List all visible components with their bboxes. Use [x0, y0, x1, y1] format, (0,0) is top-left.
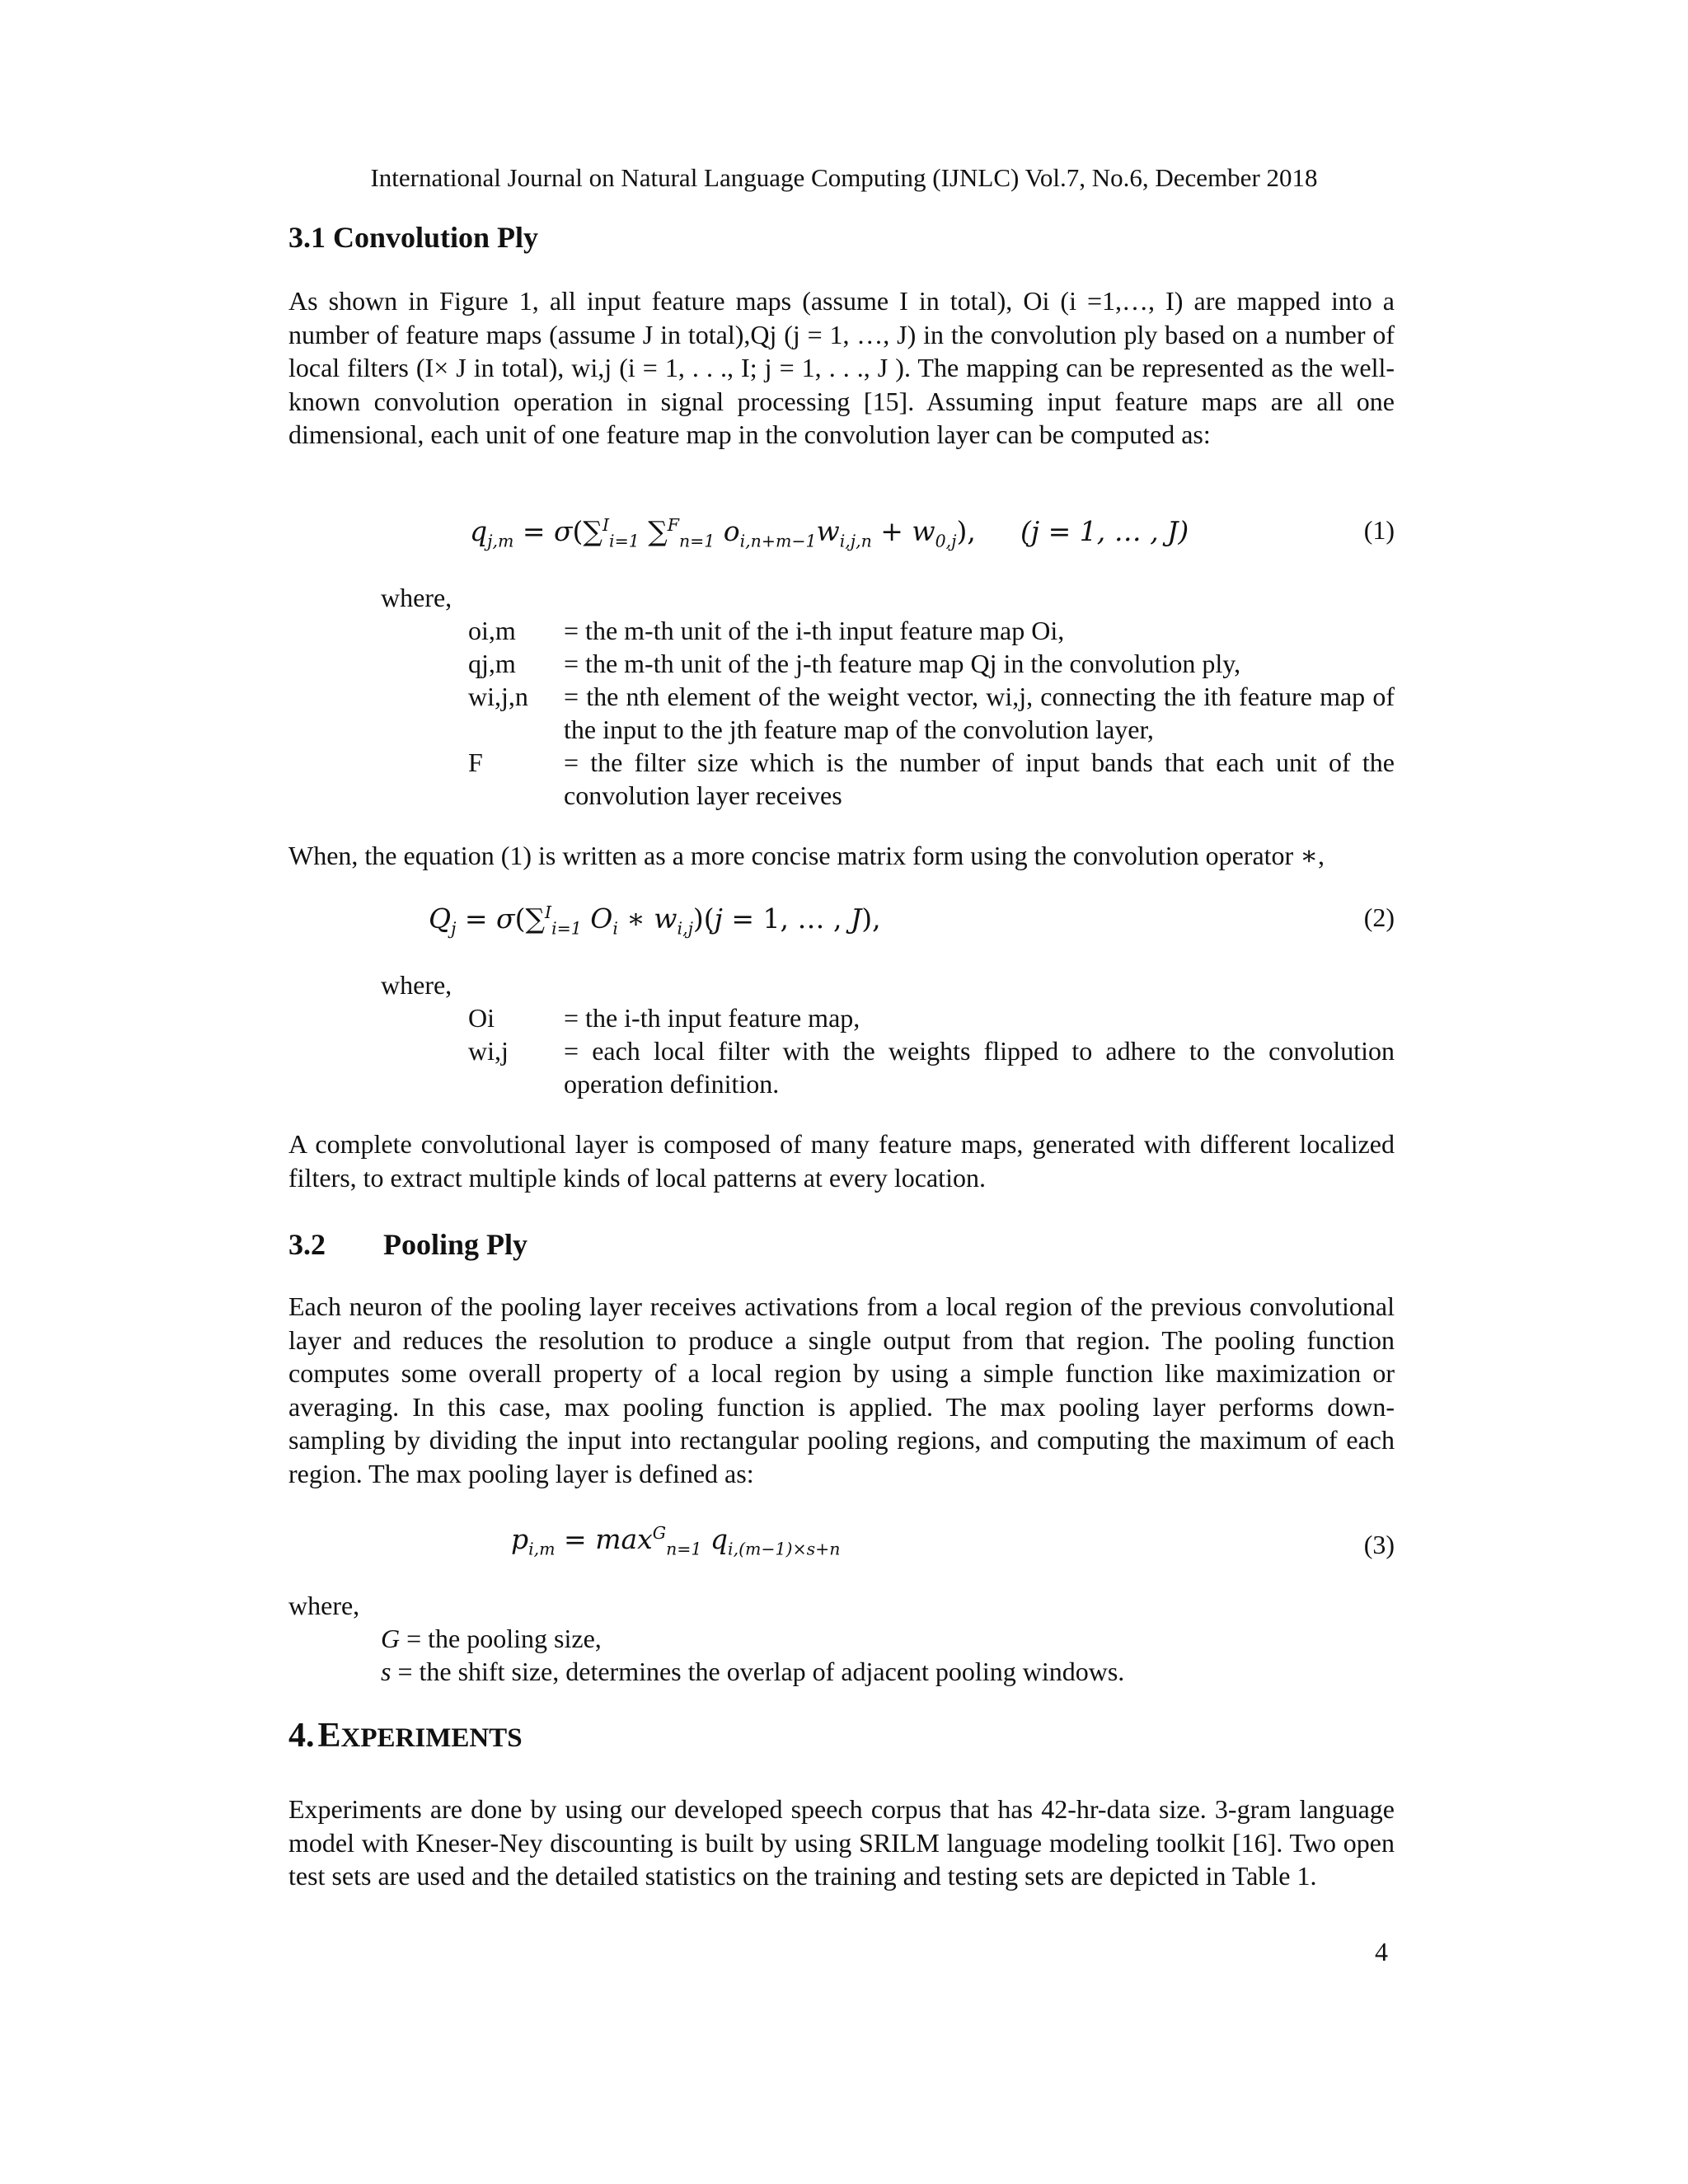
equation-3-formula: $p_{i,m} = \max^G_{n=1} q_{i,(m-1)\times s+n}$: [511, 1523, 841, 1559]
definition-symbol: oi,m: [468, 616, 516, 645]
definition-row: [381, 1622, 1124, 1655]
equation-1-condition: (j = 1, … , J): [1020, 515, 1189, 547]
definitions-3: [381, 1622, 1124, 1688]
section-3-2-title: Pooling Ply: [383, 1228, 528, 1261]
definitions-1: [468, 614, 1395, 812]
definition-symbol: wi,j,n: [468, 682, 528, 711]
section-3-1-heading: 3.1 Convolution Ply: [288, 221, 539, 254]
definition-text: = the m-th unit of the i-th input feature map Oi,: [564, 616, 1065, 645]
definition-text: = the m-th unit of the j-th feature map Qj in the convolution ply,: [564, 649, 1241, 678]
where-label-3: where,: [288, 1591, 360, 1620]
section-4-title-rest: XPERIMENTS: [340, 1723, 523, 1753]
definition-row: [468, 1034, 1395, 1100]
where-label-2: where,: [381, 970, 452, 1000]
definition-text: = the i-th input feature map,: [564, 1003, 860, 1033]
equation-3-number: (3): [1363, 1530, 1395, 1559]
definition-row: [468, 614, 1395, 647]
definition-text: = the pooling size,: [406, 1624, 602, 1653]
section-3-2-paragraph: Each neuron of the pooling layer receives activations from a local region of the previous convolutional layer and reduces the resolution to produce a single output from that region. The pooling function computes some overall property of a local region by using a simple function like maximization or averaging. In this case, max pooling function is applied. The max pooling layer performs down-sampling by dividing the input into rectangular pooling regions, and computing the maximum of each region. The max pooling layer is defined as:: [288, 1291, 1395, 1488]
section-4-heading: [288, 1716, 523, 1763]
section-3-2-heading: [288, 1226, 528, 1263]
section-4-title-initial: E: [317, 1717, 341, 1755]
definition-symbol: F: [468, 748, 483, 777]
definition-symbol: wi,j: [468, 1036, 509, 1066]
equation-2: [288, 902, 1395, 940]
section-4-paragraph: Experiments are done by using our developed speech corpus that has 42-hr-data size. 3-gram language model with Kneser-Ney discounting is built by using SRILM language modeling toolkit [16]. Two open test sets are used and the detailed statistics on the training and testing sets are depicted in Table 1.: [288, 1794, 1395, 1891]
equation-2-formula: $Q_j = \sigma(\sum^I_{i=1}$ $O_i$ ∗ $w_{i,j})(j = 1$, … , J),: [429, 902, 881, 939]
definition-row: [468, 647, 1395, 680]
paragraph-matrix-form: When, the equation (1) is written as a more concise matrix form using the convolution operator ∗,: [288, 841, 1325, 870]
definition-symbol: Oi: [468, 1003, 495, 1033]
definitions-2: [468, 1001, 1395, 1100]
running-header: International Journal on Natural Language Computing (IJNLC) Vol.7, No.6, December 2018: [370, 163, 1318, 192]
definition-symbol: qj,m: [468, 649, 516, 678]
equation-3: [288, 1523, 1395, 1561]
definition-row: [468, 1001, 1395, 1034]
definition-text: = the filter size which is the number of input bands that each unit of the convolution layer receives: [564, 748, 1395, 810]
definition-symbol: s: [381, 1657, 392, 1686]
definition-row: [468, 680, 1395, 746]
equation-1: [288, 515, 1395, 553]
equation-1-number: (1): [1363, 515, 1395, 545]
section-4-number: 4.: [288, 1717, 315, 1755]
equation-1-formula: $q_{j,m} = \sigma(\sum^I_{i=1}$ ∑$^F_{n=1}$ $o_{i,n+m-1}w_{i,j,n} + w_{0,j}$),: [470, 515, 976, 551]
paragraph-complete-layer: A complete convolutional layer is composed of many feature maps, generated with different localized filters, to extract multiple kinds of local patterns at every location.: [288, 1129, 1395, 1193]
section-3-1-paragraph: As shown in Figure 1, all input feature maps (assume I in total), Oi (i =1,…, I) are mapped into a number of feature maps (assume J in total),Qj (j = 1, …, J) in the convolution ply based on a number of local filters (I× J in total), wi,j (i = 1, . . ., I; j = 1, . . ., J ). The mapping can be represented as the well-known convolution operation in signal processing [15]. Assuming input feature maps are all one dimensional, each unit of one feature map in the convolution layer can be computed as:: [288, 286, 1395, 449]
definition-text: = the nth element of the weight vector, wi,j, connecting the ith feature map of the input to the jth feature map of the convolution layer,: [564, 682, 1395, 744]
definition-row: [381, 1655, 1124, 1688]
page-number: 4: [1375, 1937, 1388, 1966]
equation-2-number: (2): [1363, 902, 1395, 932]
definition-row: [468, 746, 1395, 812]
definition-text: = the shift size, determines the overlap of adjacent pooling windows.: [391, 1657, 1125, 1686]
definition-symbol: G: [381, 1624, 401, 1653]
definition-text: = each local filter with the weights flipped to adhere to the convolution operation definition.: [564, 1036, 1395, 1099]
where-label-1: where,: [381, 583, 452, 612]
section-3-2-number: 3.2: [288, 1228, 326, 1261]
